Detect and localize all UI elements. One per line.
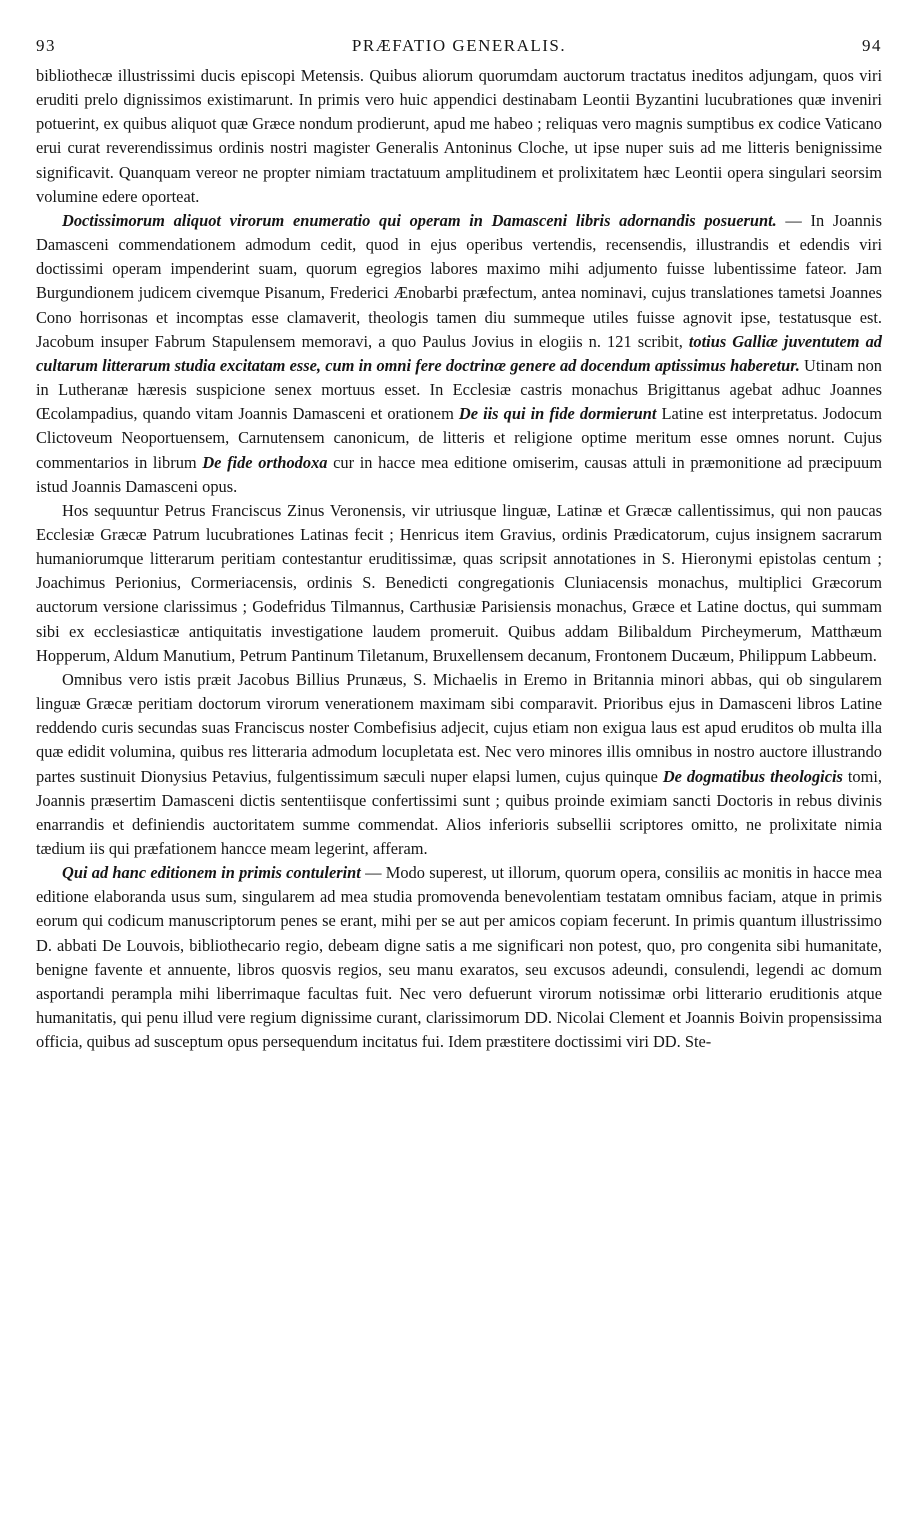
page-number-left: 93: [36, 36, 56, 55]
paragraph-text: bibliothecæ illustrissimi ducis episcopi Metensis. Quibus aliorum quorumdam auctorum tractatus ineditos adjungam, quos viri eruditi prelo dignissimos existimarunt. In primis vero huic appendici destinabam Leontii Byzantini lucubrationes quæ inveniri potuerint, ex quibus aliquot quæ Græce nondum prodierunt, apud me habeo ; reliquas vero magnis sumptibus ex codice Vaticano erui curat reverendissimus ordinis nostri magister Generalis Antoninus Cloche, ut ipse nuper suis ad me litteris benignissime significavit. Quanquam vereor ne propter nimiam tractatuum amplitudinem et prolixitatem hæc Leontii opera singulari seorsim volumine edere oporteat.: [36, 66, 882, 206]
page-number-right: 94: [862, 36, 882, 55]
work-title: De iis qui in fide dormierunt: [458, 404, 657, 424]
paragraph-acknowledgements: [36, 861, 882, 1054]
paragraph-text: Latine est interpretatus. Jodocum Clictoveum Neoportuensem, Carnutensem canonicum, de litteris et religione optime meritum esse omnes norunt. Cujus commentarios in librum: [36, 404, 882, 472]
paragraph-text: tomi, Joannis præsertim Damasceni dictis sententiisque confertissimi sunt ; quibus proinde eximiam sancti Doctoris in rebus divinis enarrandis et definiendis auctoritatem summe commendat. Alios inferioris subsellii scriptores omitto, ne prolixitate nimia tædium iis qui præfationem hancce meam legerint, afferam.: [36, 766, 883, 858]
work-title: De fide orthodoxa: [202, 452, 328, 472]
paragraph-text: Utinam non in Lutheranæ hæresis suspicione senex mortuus esset. In Ecclesiæ castris monachus Brigittanus agebat adhuc Joannes Œcolampadius, quando vitam Joannis Damasceni et orationem: [36, 355, 882, 424]
section-heading: Qui ad hanc editionem in primis contulerint: [62, 863, 361, 883]
paragraph-text: Hos sequuntur Petrus Franciscus Zinus Veronensis, vir utriusque linguæ, Latinæ et Græcæ callentissimus, qui non paucas Ecclesiæ Græcæ Patrum lucubrationes Latinas fecit ; Henricus item Gravius, ordinis Prædicatorum, cujus insignem sacrarum humaniorumque litterarum peritiam contestantur eruditissimæ, quas scripsit annotationes in S. Hieronymi epistolas centum ; Joachimus Perionius, Cormeriacensis, ordinis S. Benedicti congregationis Cluniacensis monachus, multiplici Græcorum auctorum versione clarissimus ; Godefridus Tilmannus, Carthusiæ Parisiensis monachus, Græce et Latine doctus, qui summam sibi ex ecclesiasticæ antiquitatis investigatione laudem promeruit. Quibus addam Bilibaldum Pircheymerum, Matthæum Hopperum, Aldum Manutium, Petrum Pantinum Tiletanum, Bruxellensem decanum, Frontonem Ducæum, Philippum Labbeum.: [36, 500, 882, 665]
paragraph-translators: [36, 499, 882, 668]
body-text: [36, 64, 882, 1054]
paragraph-continuation: [36, 64, 882, 209]
paragraph-editors: [36, 209, 882, 499]
work-title: De dogmatibus theologicis: [662, 766, 843, 786]
quoted-passage: totius Galliæ juventutem ad cultarum litterarum studia excitatam esse, cum in omni fere doctrinæ genere ad docendum aptissimus haberetur.: [36, 331, 882, 375]
paragraph-text: Omnibus vero istis præit Jacobus Billius Prunæus, S. Michaelis in Eremo in Britannia minori abbas, qui ob singularem linguæ Græcæ peritiam doctorum virorum venerationem maximam sibi comparavit. Prioribus ejus in Damasceni libros Latine reddendo curis secundas suas Franciscus noster Combefisius adjecit, cujus etiam non exigua laus est apud eruditos ob multa illa quæ edidit volumina, quibus res litteraria admodum locupletata est. Nec vero minores illis omnibus in nostro auctore illustrando partes sustinuit Dionysius Petavius, fulgentissimum sæculi nuper elapsi lumen, cujus quinque: [36, 669, 882, 786]
paragraph-text: cur in hacce mea editione omiserim, causas attuli in præmonitione ad præcipuum istud Joannis Damasceni opus.: [36, 452, 882, 496]
running-head: [36, 30, 882, 64]
paragraph-text: — In Joannis Damasceni commendationem admodum cedit, quod in ejus operibus vertendis, recensendis, illustrandis et edendis viri doctissimi operam impenderint suam, quorum egregios labores maximo mihi adjumento fuisse lubentissime fateor. Jam Burgundionem judicem civemque Pisanum, Frederici Ænobarbi præfectum, antea nominavi, cujus translationes tametsi Joannes Cono horrisonas et incomptas esse clamaverit, theologis tamen diu summeque utiles fuisse agnovit ipse, testatusque est. Jacobum insuper Fabrum Stapulensem memoravi, a quo Paulus Jovius in elogiis n. 121 scribit,: [36, 210, 882, 351]
paragraph-text: — Modo superest, ut illorum, quorum opera, consiliis ac monitis in hacce mea editione elaboranda usus sum, singularem ad mea studia promovenda benevolentiam testatam omnibus faciam, atque in primis eorum qui codicum manuscriptorum penes se erant, mihi per se aut per amicos copiam fecerunt. In primis quantum illustrissimo D. abbati De Louvois, bibliothecario regio, debeam digne satis a me significari non potest, quo, pro congenita sibi humanitate, benigne favente et annuente, libros quosvis regios, seu manu exaratos, seu excusos adeundi, consulendi, legendi ac domum asportandi perampla mihi liberrimaque facultas fuit. Nec vero defuerunt virorum notissimæ orbi litterario eruditionis atque humanitatis, qui penu illud vere regium dignissime curant, clarissimorum DD. Nicolai Clement et Joannis Boivin propensissima officia, quibus ad susceptum opus persequendum incitatus fui. Idem præstitere doctissimi viri DD. Ste-: [36, 863, 882, 1052]
page: [36, 30, 882, 1054]
section-heading: Doctissimorum aliquot virorum enumeratio qui operam in Damasceni libris adornandis posuerunt.: [62, 210, 777, 230]
paragraph-billius: [36, 668, 882, 861]
running-title: PRÆFATIO GENERALIS.: [351, 36, 567, 55]
